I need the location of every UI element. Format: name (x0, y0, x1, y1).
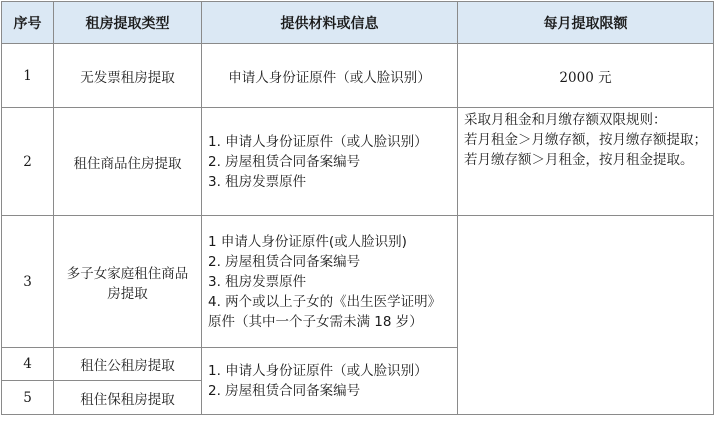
limit-rule-line: 采取月租金和月缴存额双限规则： (464, 112, 667, 128)
table-row (2, 44, 714, 108)
rent-withdrawal-table (1, 1, 714, 415)
header-row (2, 2, 714, 44)
withdrawal-type: 无发票租房提取 (54, 44, 202, 108)
table-row (2, 216, 714, 348)
header-no: 序号 (2, 2, 54, 44)
header-limit: 每月提取限额 (458, 2, 714, 44)
table-row (2, 108, 714, 216)
monthly-limit-empty (458, 216, 714, 415)
row-number: 1 (2, 44, 54, 108)
row-number: 5 (2, 381, 54, 415)
material-item: 1 申请人身份证原件(或人脸识别) (208, 233, 407, 250)
withdrawal-type: 租住商品住房提取 (54, 108, 202, 216)
materials-cell (202, 348, 458, 415)
row-number: 4 (2, 348, 54, 381)
material-item: 2. 房屋租赁合同备案编号 (208, 383, 361, 399)
material-item: 1. 申请人身份证原件（或人脸识别） (208, 133, 428, 150)
monthly-limit-rules (458, 108, 714, 216)
material-item: 3. 租房发票原件 (208, 273, 307, 290)
withdrawal-type: 租住保租房提取 (54, 381, 202, 415)
row-number: 2 (2, 108, 54, 216)
material-item: 3. 租房发票原件 (208, 173, 307, 190)
material-item: 2. 房屋租赁合同备案编号 (208, 253, 361, 270)
material-item: 2. 房屋租赁合同备案编号 (208, 153, 361, 170)
material-item: 1. 申请人身份证原件（或人脸识别） (208, 363, 428, 379)
materials-cell (202, 216, 458, 348)
header-materials: 提供材料或信息 (202, 2, 458, 44)
header-type: 租房提取类型 (54, 2, 202, 44)
row-number: 3 (2, 216, 54, 348)
material-item: 4. 两个或以上子女的《出生医学证明》原件（其中一个子女需未满 18 岁） (208, 293, 442, 330)
materials-cell (202, 108, 458, 216)
limit-rule-line: 若月租金＞月缴存额，按月缴存额提取； (464, 132, 707, 148)
monthly-limit: 2000 元 (458, 44, 714, 108)
withdrawal-type: 租住公租房提取 (54, 348, 202, 381)
withdrawal-type: 多子女家庭租住商品房提取 (54, 216, 202, 348)
materials-cell: 申请人身份证原件（或人脸识别） (202, 44, 458, 108)
limit-rule-line: 若月缴存额＞月租金，按月租金提取。 (464, 152, 694, 168)
